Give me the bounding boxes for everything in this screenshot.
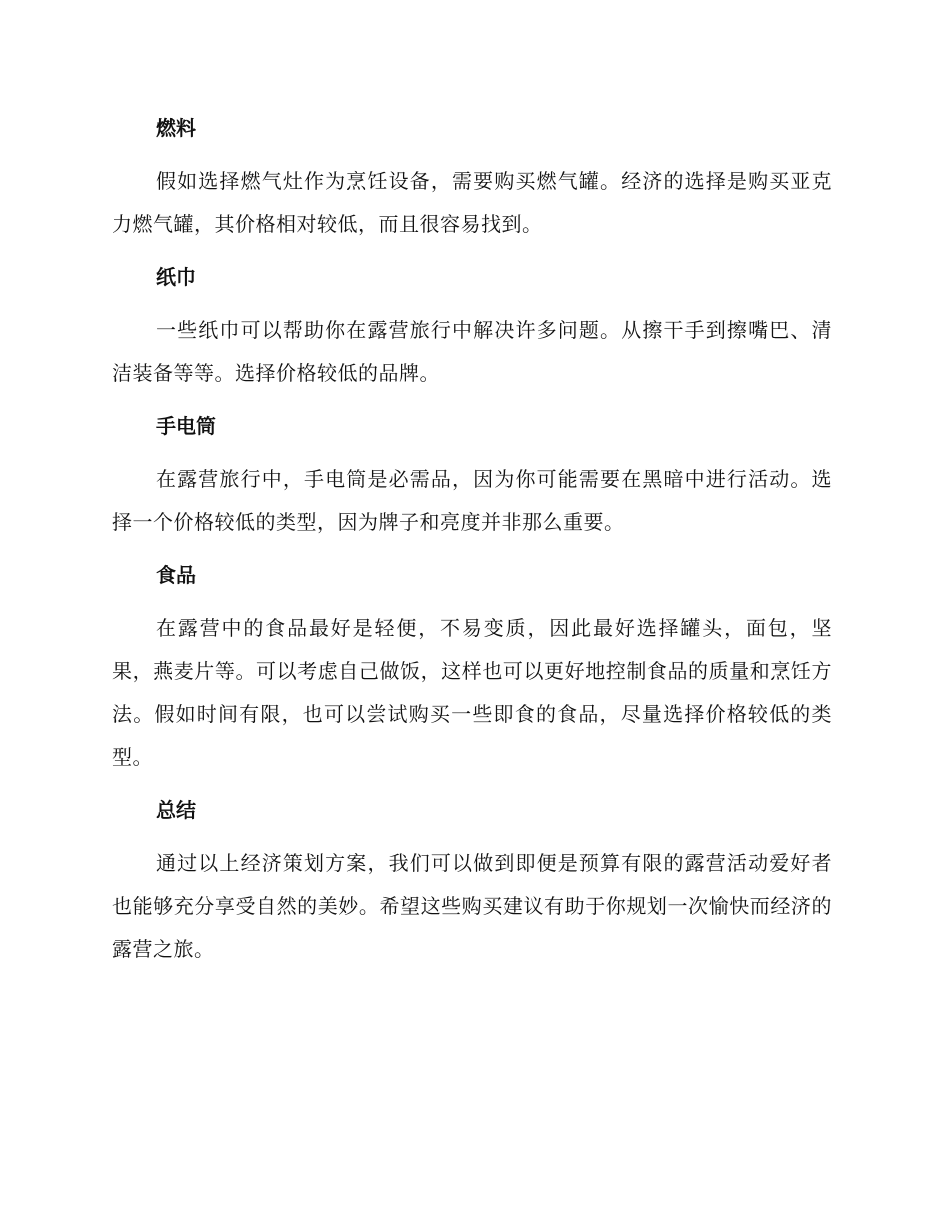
section-heading: 食品 bbox=[156, 563, 196, 587]
section-heading: 燃料 bbox=[156, 116, 196, 140]
section-heading: 纸巾 bbox=[156, 265, 196, 289]
section-food bbox=[112, 555, 832, 779]
section-tissues bbox=[112, 257, 832, 395]
section-fuel bbox=[112, 108, 832, 246]
section-paragraph: 在露营中的食品最好是轻便，不易变质，因此最好选择罐头，面包，坚果，燕麦片等。可以考虑自己做饭，这样也可以更好地控制食品的质量和烹饪方法。假如时间有限，也可以尝试购买一些即食的食品，尽量选择价格较低的类型。 bbox=[112, 616, 832, 769]
section-flashlight bbox=[112, 406, 832, 544]
section-paragraph: 假如选择燃气灶作为烹饪设备，需要购买燃气罐。经济的选择是购买亚克力燃气罐，其价格相对较低，而且很容易找到。 bbox=[112, 169, 832, 236]
section-heading: 总结 bbox=[156, 798, 196, 822]
section-paragraph: 一些纸巾可以帮助你在露营旅行中解决许多问题。从擦干手到擦嘴巴、清洁装备等等。选择价格较低的品牌。 bbox=[112, 318, 832, 385]
section-summary bbox=[112, 790, 832, 971]
section-heading: 手电筒 bbox=[156, 414, 216, 438]
section-paragraph: 在露营旅行中，手电筒是必需品，因为你可能需要在黑暗中进行活动。选择一个价格较低的类型，因为牌子和亮度并非那么重要。 bbox=[112, 467, 832, 534]
section-paragraph: 通过以上经济策划方案，我们可以做到即便是预算有限的露营活动爱好者也能够充分享受自然的美妙。希望这些购买建议有助于你规划一次愉快而经济的露营之旅。 bbox=[112, 851, 832, 961]
document-body bbox=[112, 108, 832, 982]
